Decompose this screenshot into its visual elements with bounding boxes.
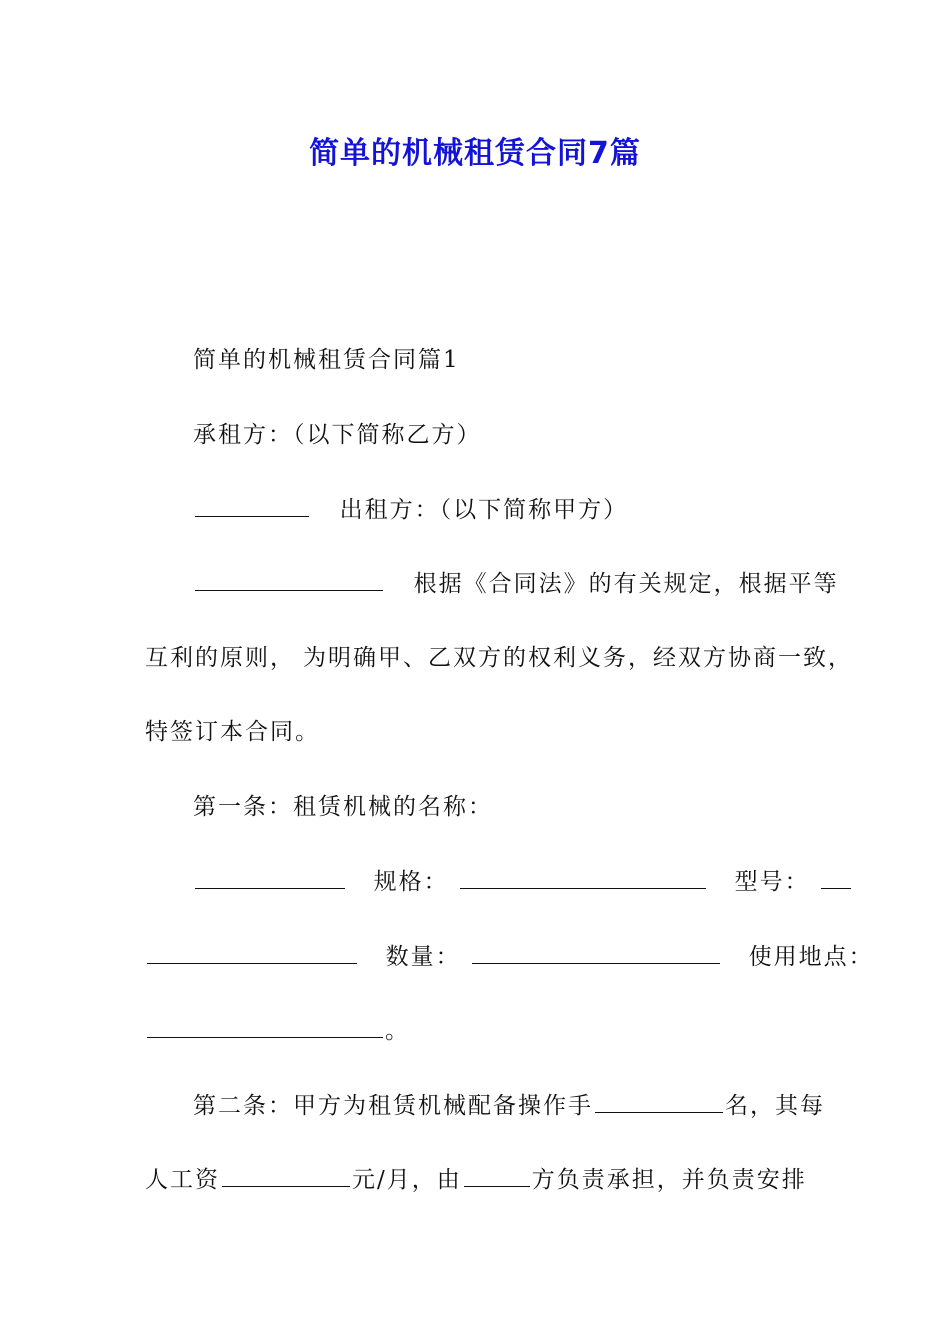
spec-blank[interactable]	[460, 866, 706, 889]
article3-text-c: 方负责承担，并负责安排	[531, 1167, 807, 1193]
location-blank[interactable]	[147, 1015, 383, 1038]
article1-line-quantity	[145, 941, 874, 972]
preamble-line-1	[193, 568, 839, 599]
preamble-text-2b: 为明确甲、乙双方的权利义务，经双方协商一致，	[303, 645, 853, 671]
lessee-line: 承租方：（以下简称乙方）	[193, 422, 482, 448]
model-blank-start[interactable]	[821, 866, 851, 889]
spec-label: 规格：	[373, 869, 449, 895]
machine-name-blank[interactable]	[195, 866, 345, 889]
article3-text-b: 元/月，由	[352, 1167, 462, 1193]
preamble-text-1: 根据《合同法》的有关规定，根据平等	[413, 571, 839, 597]
article1-heading: 第一条：租赁机械的名称：	[193, 794, 493, 820]
quantity-label: 数量：	[385, 944, 461, 970]
preamble-line-3: 特签订本合同。	[145, 719, 320, 745]
operator-count-blank[interactable]	[595, 1090, 723, 1113]
model-blank-end[interactable]	[147, 941, 357, 964]
article3-text-a: 人工资	[145, 1167, 220, 1193]
model-label: 型号：	[734, 869, 810, 895]
article2-line-2	[145, 1164, 810, 1195]
document-title: 简单的机械租赁合同7篇	[309, 136, 641, 171]
article2-text-a: 第二条：甲方为租赁机械配备操作手	[193, 1093, 593, 1119]
lessee-name-blank[interactable]	[195, 494, 309, 517]
article2-text-b: 名，其每	[725, 1093, 825, 1119]
section-heading: 简单的机械租赁合同篇1	[193, 347, 460, 373]
article1-line-location	[145, 1015, 810, 1046]
preamble-text-2: 互利的原则，	[145, 645, 295, 671]
lessor-label: 出租方：（以下简称甲方）	[339, 497, 629, 523]
preamble-line-2	[145, 643, 853, 673]
lessor-line	[193, 494, 810, 525]
location-period: 。	[385, 1018, 410, 1044]
quantity-blank[interactable]	[472, 941, 720, 964]
responsible-party-blank[interactable]	[464, 1164, 530, 1187]
location-label: 使用地点：	[748, 944, 874, 970]
lessor-name-blank[interactable]	[195, 568, 383, 591]
article1-line-spec	[193, 866, 810, 897]
article2-line-1	[193, 1090, 825, 1121]
wage-blank[interactable]	[222, 1164, 350, 1187]
